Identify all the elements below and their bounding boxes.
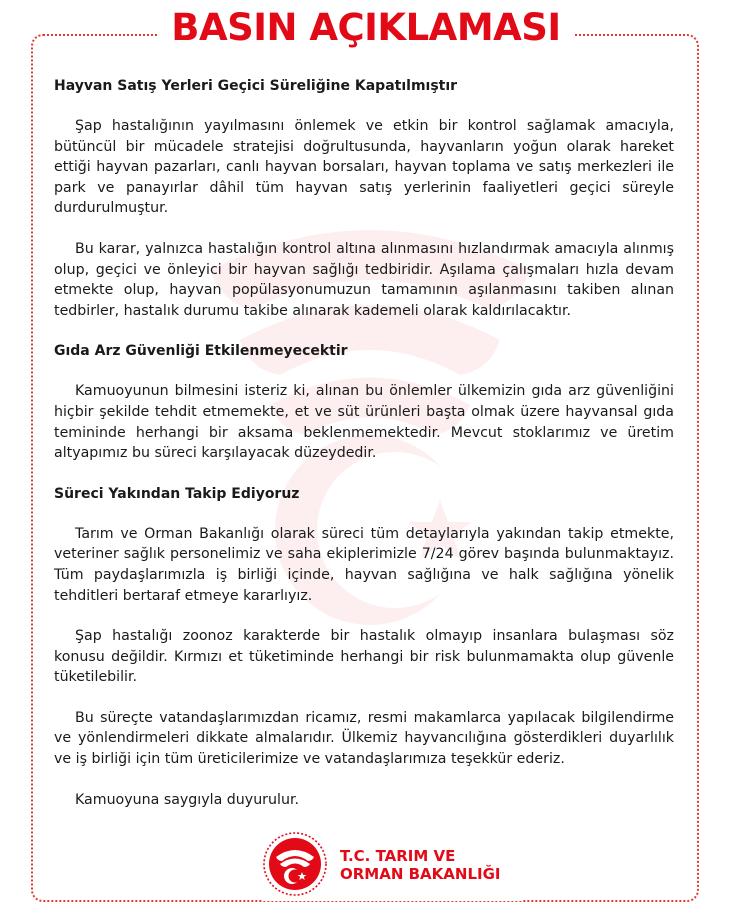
section-heading: Süreci Yakından Takip Ediyoruz <box>54 485 300 502</box>
document-body <box>54 76 674 830</box>
section-food-supply <box>54 341 674 463</box>
section-close-monitoring <box>54 484 674 811</box>
ministry-signature <box>262 831 522 901</box>
ministry-name <box>340 847 500 883</box>
paragraph: Tarım ve Orman Bakanlığı olarak süreci tüm detaylarıyla yakından takip etmekte, veteriner sağlık personelimiz ve saha ekiplerimizle 7/24 görev başında bulunmaktayız. Tüm paydaşlarımızla iş birliği içinde, hayvan sağlığına ve halk sağlığına yönelik tehditleri bertaraf etmeye kararlıyız. <box>54 525 674 604</box>
ministry-name-line2: ORMAN BAKANLIĞI <box>340 865 501 883</box>
title-wrapper <box>0 4 732 52</box>
paragraph: Bu karar, yalnızca hastalığın kontrol altına alınmasını hızlandırmak amacıyla alınmış olup, geçici ve önleyici bir hayvan sağlığı tedbiridir. Aşılama çalışmaları hızla devam etmekte olup, hayvan popülasyonumuzun tamamının aşılanmasını takiben alınan tedbirler, hastalık durumu takibe alınarak kademeli olarak kaldırılacaktır. <box>54 240 674 319</box>
page-title: BASIN AÇIKLAMASI <box>159 4 572 52</box>
ministry-name-line1: T.C. TARIM VE <box>340 847 456 865</box>
paragraph: Şap hastalığının yayılmasını önlemek ve etkin bir kontrol sağlamak amacıyla, bütüncül bir mücadele stratejisi doğrultusunda, hayvanların yoğun olarak hareket ettiği hayvan pazarları, canlı hayvan borsaları, hayvan toplama ve satış merkezleri ile park ve panayırlar dâhil tüm hayvan satış yerlerinin faaliyetleri geçici süreyle durdurulmuştur. <box>54 118 674 217</box>
section-heading: Hayvan Satış Yerleri Geçici Süreliğine Kapatılmıştır <box>54 78 458 94</box>
paragraph: Kamuoyunun bilmesini isteriz ki, alınan bu önlemler ülkemizin gıda arz güvenliğini hiçbir şekilde tehdit etmemekte, et ve süt ürünleri başta olmak üzere hayvansal gıda temininde herhangi bir aksama beklenmemektedir. Mevcut stoklarımız ve üretim altyapımız bu süreci karşılayacak düzeydedir. <box>54 383 674 462</box>
ministry-emblem-icon <box>262 831 328 897</box>
closing-paragraph: Kamuoyuna saygıyla duyurulur. <box>75 791 299 808</box>
paragraph: Bu süreçte vatandaşlarımızdan ricamız, resmi makamlarca yapılacak bilgilendirme ve yönlendirmeleri dikkate almalarıdır. Ülkemiz hayvancılığına gösterdikleri duyarlılık ve iş birliği için tüm üreticilerimize ve vatandaşlarımıza teşekkür ederiz. <box>54 709 674 768</box>
section-animal-markets <box>54 76 674 321</box>
paragraph: Şap hastalığı zoonoz karakterde bir hastalık olmayıp insanlara bulaşması söz konusu değildir. Kırmızı et tüketiminde herhangi bir risk bulunmamakta olup güvenle tüketilebilir. <box>54 628 674 686</box>
section-heading: Gıda Arz Güvenliği Etkilenmeyecektir <box>54 343 348 360</box>
